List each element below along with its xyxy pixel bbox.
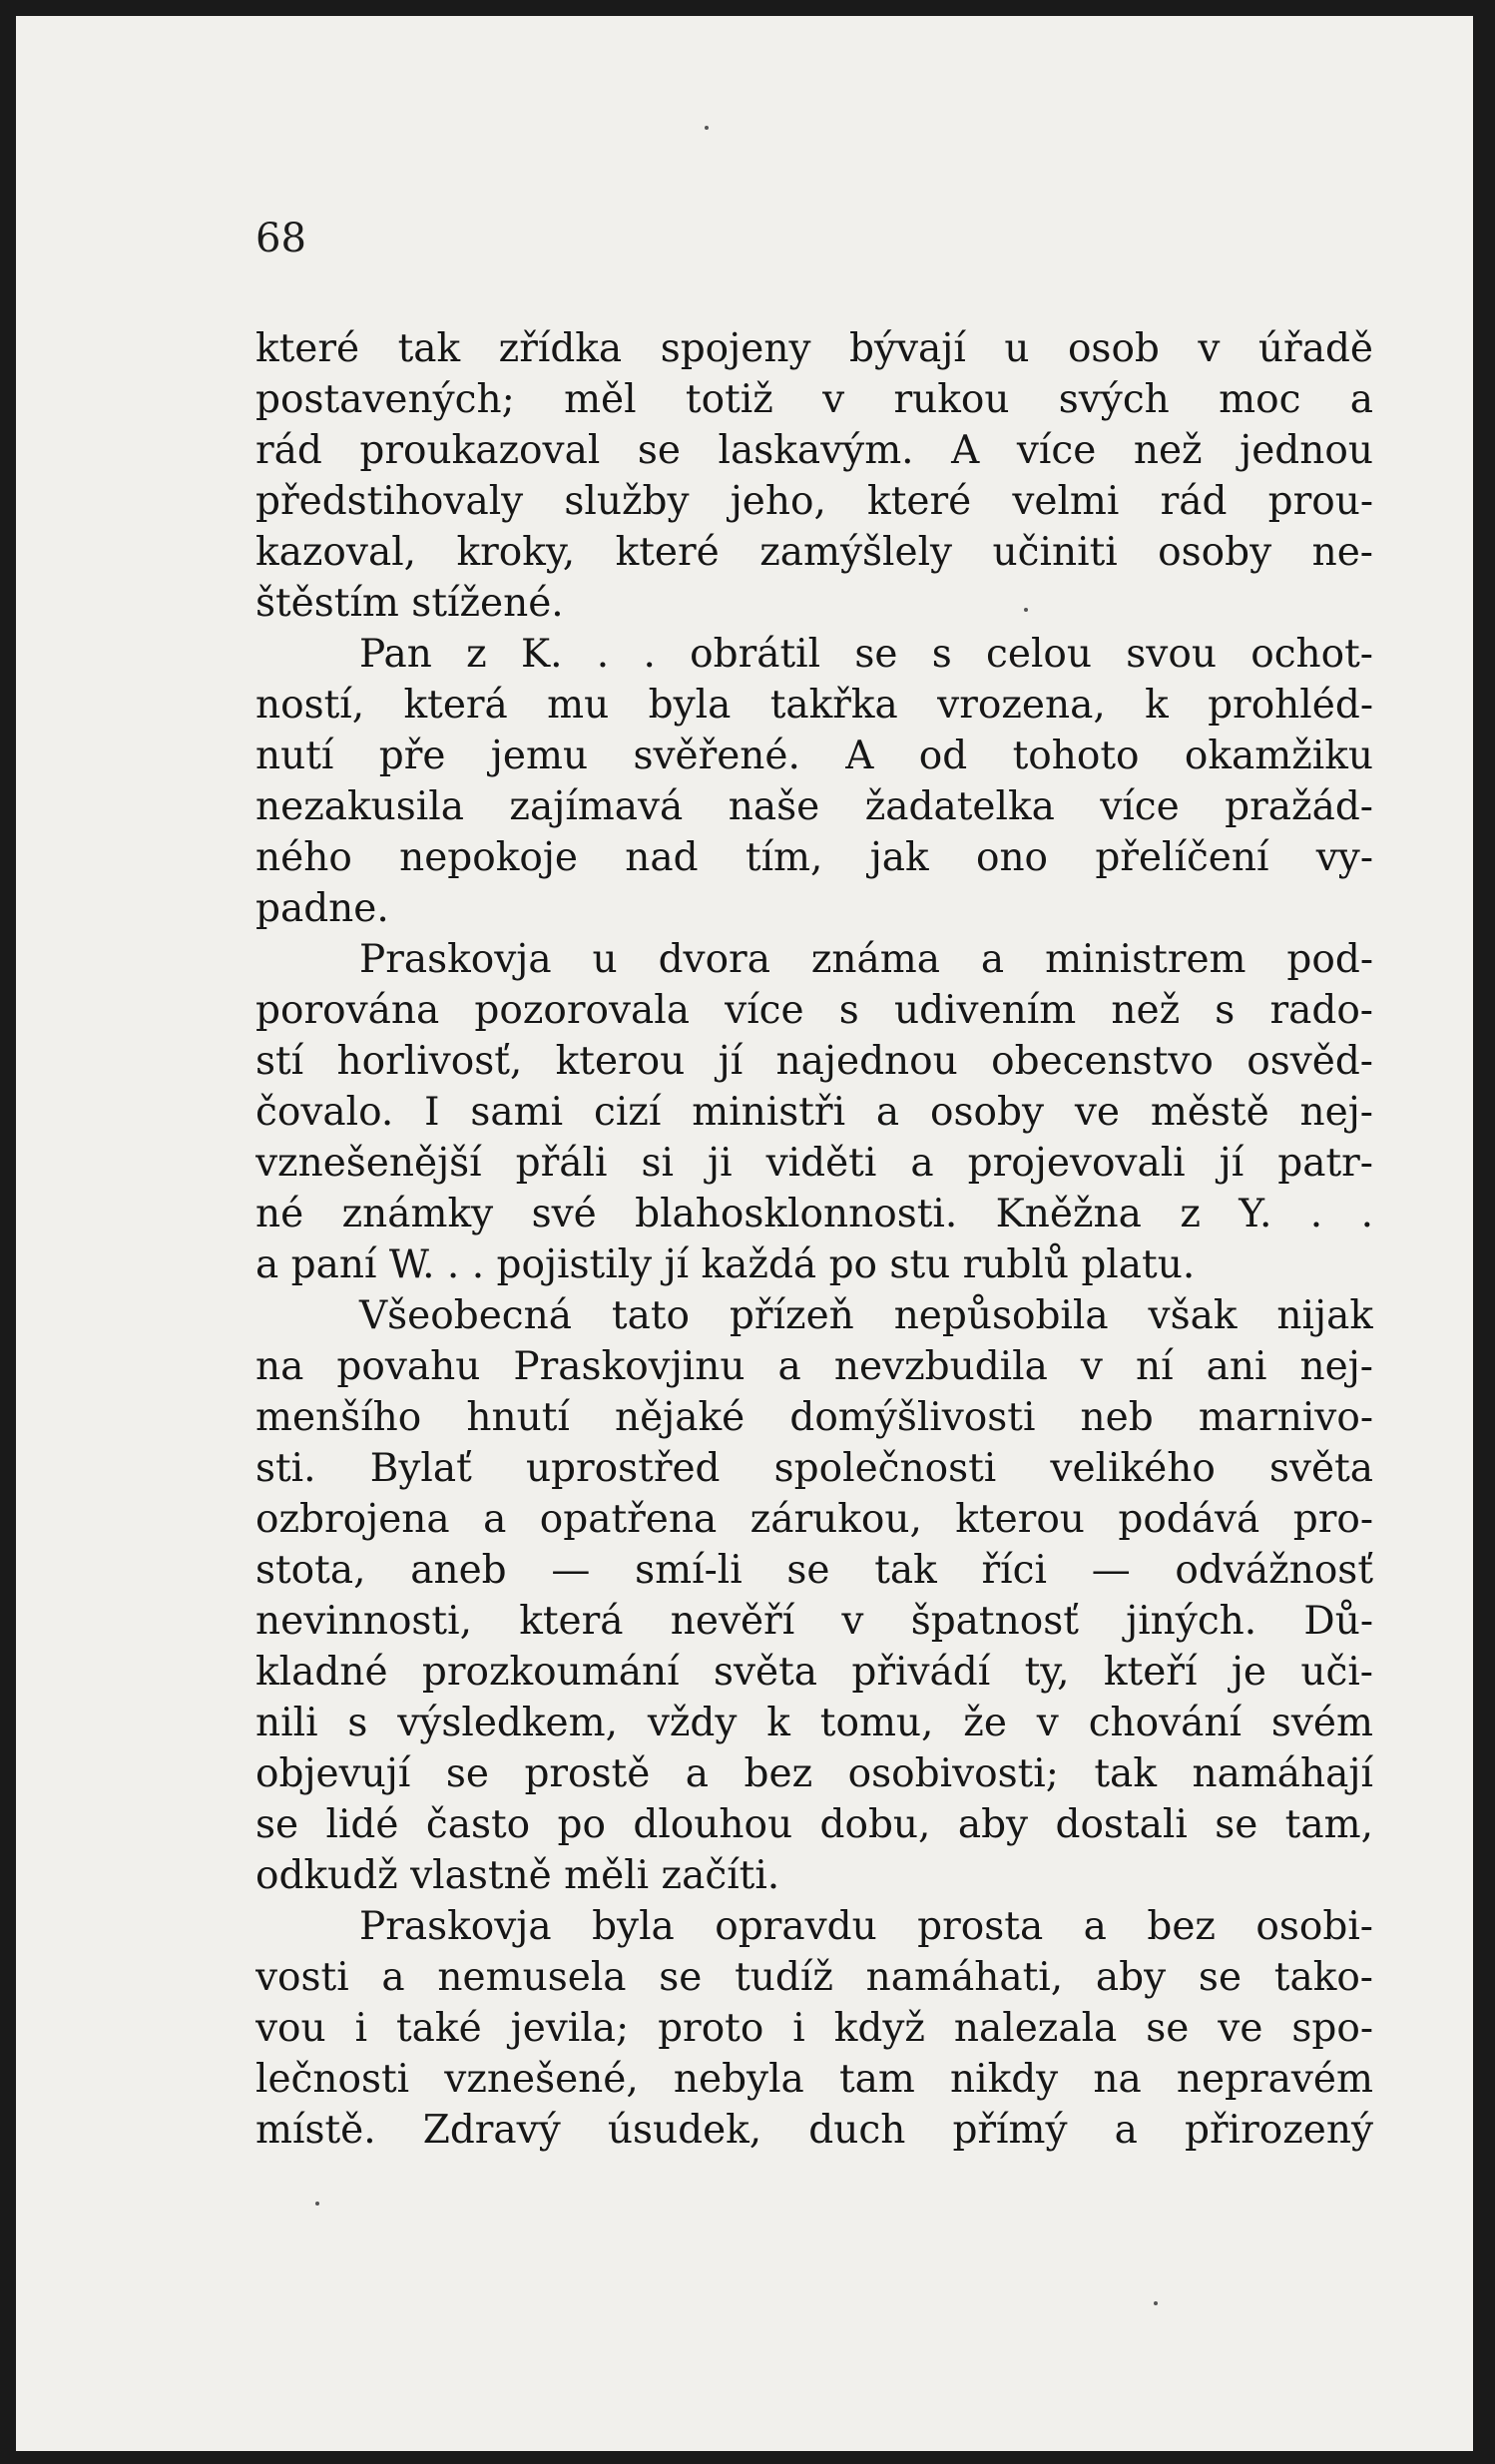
text-line: padne. bbox=[255, 886, 389, 931]
scan-speck bbox=[705, 126, 709, 130]
paragraph-1 bbox=[255, 323, 1373, 629]
paragraph-2 bbox=[255, 629, 1373, 934]
text-line: menšího hnutí nějaké domýšlivosti neb marnivo- bbox=[255, 1395, 1373, 1440]
scan-speck bbox=[1024, 608, 1028, 612]
text-line: stota, aneb — smí-li se tak říci — odvážnosť bbox=[255, 1548, 1373, 1593]
text-line: a paní W. . . pojistily jí každá po stu rublů platu. bbox=[255, 1242, 1196, 1287]
text-line: vou i také jevila; proto i když nalezala se ve spo- bbox=[255, 2006, 1373, 2051]
text-line: Všeobecná tato přízeň nepůsobila však nijak bbox=[359, 1293, 1373, 1338]
paragraph-3 bbox=[255, 934, 1373, 1290]
text-line: sti. Bylať uprostřed společnosti velikého světa bbox=[255, 1446, 1373, 1491]
text-line: místě. Zdravý úsudek, duch přímý a přirozený bbox=[255, 2108, 1373, 2153]
text-line: lečnosti vznešené, nebyla tam nikdy na nepravém bbox=[255, 2057, 1373, 2102]
text-line: kladné prozkoumání světa přivádí ty, kteří je uči- bbox=[255, 1650, 1373, 1695]
text-line: nutí pře jemu svěřené. A od tohoto okamžiku bbox=[255, 734, 1373, 778]
page-number: 68 bbox=[255, 216, 306, 261]
text-line: které tak zřídka spojeny bývají u osob v úřadě bbox=[255, 326, 1373, 371]
text-line: nili s výsledkem, vždy k tomu, že v chování svém bbox=[255, 1701, 1373, 1745]
text-line: stí horlivosť, kterou jí najednou obecenstvo osvěd- bbox=[255, 1039, 1373, 1084]
text-line: porována pozorovala více s udivením než s rado- bbox=[255, 988, 1373, 1033]
text-line: vosti a nemusela se tudíž namáhati, aby se tako- bbox=[255, 1955, 1373, 2000]
text-line: ozbrojena a opatřena zárukou, kterou podává pro- bbox=[255, 1497, 1373, 1542]
text-line: rád proukazoval se laskavým. A více než jednou bbox=[255, 428, 1373, 473]
text-line: postavených; měl totiž v rukou svých moc a bbox=[255, 377, 1373, 422]
text-line: nevinnosti, která nevěří v špatnosť jiných. Dů- bbox=[255, 1599, 1373, 1644]
text-line: objevují se prostě a bez osobivosti; tak namáhají bbox=[255, 1751, 1373, 1796]
text-line: nezakusila zajímavá naše žadatelka více pražád- bbox=[255, 784, 1373, 829]
scan-speck bbox=[1154, 2301, 1158, 2305]
text-line: vznešenější přáli si ji viděti a projevovali jí patr- bbox=[255, 1141, 1373, 1186]
text-line: kazoval, kroky, které zamýšlely učiniti osoby ne- bbox=[255, 530, 1373, 575]
book-page bbox=[16, 16, 1473, 2451]
text-line: Pan z K. . . obrátil se s celou svou ochot- bbox=[359, 632, 1373, 677]
text-line: štěstím stížené. bbox=[255, 581, 564, 626]
scan-speck bbox=[315, 2202, 319, 2206]
text-line: na povahu Praskovjinu a nevzbudila v ní ani nej- bbox=[255, 1344, 1373, 1389]
text-line: ného nepokoje nad tím, jak ono přelíčení vy- bbox=[255, 835, 1373, 880]
text-line: předstihovaly služby jeho, které velmi rád prou- bbox=[255, 479, 1373, 524]
text-line: Praskovja u dvora známa a ministrem pod- bbox=[359, 937, 1373, 982]
text-line: Praskovja byla opravdu prosta a bez osobi- bbox=[359, 1904, 1373, 1949]
body-text bbox=[255, 323, 1373, 2156]
paragraph-4 bbox=[255, 1290, 1373, 1901]
text-line: čovalo. I sami cizí ministři a osoby ve městě nej- bbox=[255, 1090, 1373, 1135]
text-line: ností, která mu byla takřka vrozena, k prohléd- bbox=[255, 683, 1373, 728]
text-line: se lidé často po dlouhou dobu, aby dostali se tam, bbox=[255, 1802, 1373, 1847]
text-line: odkudž vlastně měli začíti. bbox=[255, 1853, 780, 1898]
paragraph-5 bbox=[255, 1901, 1373, 2156]
text-line: né známky své blahosklonnosti. Kněžna z Y. . . bbox=[255, 1192, 1373, 1236]
